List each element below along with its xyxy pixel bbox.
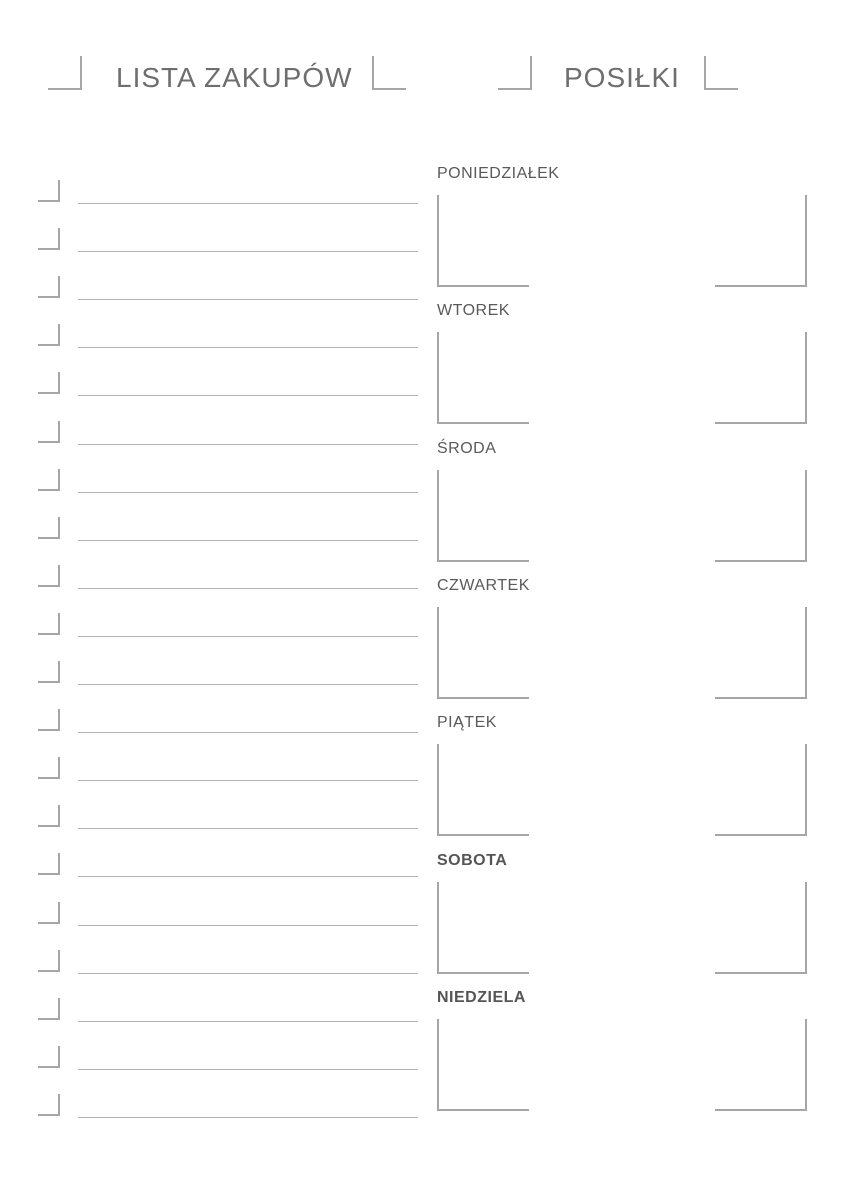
day-block (437, 440, 807, 570)
checkbox[interactable] (38, 324, 60, 346)
checkbox[interactable] (38, 228, 60, 250)
checkbox[interactable] (38, 180, 60, 202)
heading-bracket-right (372, 56, 406, 90)
checkbox[interactable] (38, 902, 60, 924)
meal-box-left-corner[interactable] (437, 1019, 529, 1111)
day-label: NIEDZIELA (437, 988, 526, 1006)
day-label: PONIEDZIAŁEK (437, 165, 560, 182)
day-block (437, 302, 807, 432)
meal-box-left-corner[interactable] (437, 195, 529, 287)
meal-box-left-corner[interactable] (437, 744, 529, 836)
write-line[interactable] (78, 828, 418, 829)
day-block (437, 714, 807, 844)
meals-title: POSIŁKI (564, 62, 680, 93)
write-line[interactable] (78, 684, 418, 685)
day-label: SOBOTA (437, 851, 508, 869)
shopping-list-row[interactable] (38, 517, 418, 541)
write-line[interactable] (78, 636, 418, 637)
write-line[interactable] (78, 444, 418, 445)
day-block (437, 165, 807, 295)
checkbox[interactable] (38, 1094, 60, 1116)
day-label: WTOREK (437, 302, 510, 320)
write-line[interactable] (78, 973, 418, 974)
checkbox[interactable] (38, 709, 60, 731)
meal-box-left-corner[interactable] (437, 332, 529, 424)
day-label: CZWARTEK (437, 576, 530, 594)
checkbox[interactable] (38, 950, 60, 972)
shopping-list-row[interactable] (38, 998, 418, 1022)
shopping-list-row[interactable] (38, 565, 418, 589)
write-line[interactable] (78, 1117, 418, 1118)
write-line[interactable] (78, 732, 418, 733)
meals-heading-bracket-right (704, 56, 738, 90)
shopping-list-row[interactable] (38, 324, 418, 348)
checkbox[interactable] (38, 1046, 60, 1068)
meal-box-right-corner[interactable] (715, 470, 807, 562)
checkbox[interactable] (38, 853, 60, 875)
checkbox[interactable] (38, 757, 60, 779)
shopping-list-row[interactable] (38, 421, 418, 445)
write-line[interactable] (78, 347, 418, 348)
checkbox[interactable] (38, 469, 60, 491)
meal-box-left-corner[interactable] (437, 470, 529, 562)
shopping-list-row[interactable] (38, 709, 418, 733)
checkbox[interactable] (38, 565, 60, 587)
meals-heading-bracket-left (498, 56, 532, 90)
day-label: PIĄTEK (437, 714, 497, 732)
heading-bracket-left (48, 56, 82, 90)
shopping-list-row[interactable] (38, 613, 418, 637)
shopping-list-row[interactable] (38, 1046, 418, 1070)
day-label: ŚRODA (437, 439, 497, 457)
write-line[interactable] (78, 251, 418, 252)
shopping-list-row[interactable] (38, 661, 418, 685)
shopping-list-row[interactable] (38, 1094, 418, 1118)
checkbox[interactable] (38, 421, 60, 443)
shopping-list-row[interactable] (38, 757, 418, 781)
write-line[interactable] (78, 1021, 418, 1022)
shopping-list-row[interactable] (38, 372, 418, 396)
shopping-list-row[interactable] (38, 853, 418, 877)
day-block (437, 577, 807, 707)
meal-box-right-corner[interactable] (715, 1019, 807, 1111)
day-block (437, 989, 807, 1119)
shopping-list-row[interactable] (38, 228, 418, 252)
write-line[interactable] (78, 780, 418, 781)
checkbox[interactable] (38, 805, 60, 827)
shopping-list-row[interactable] (38, 902, 418, 926)
write-line[interactable] (78, 588, 418, 589)
checkbox[interactable] (38, 998, 60, 1020)
meal-box-left-corner[interactable] (437, 882, 529, 974)
meal-box-left-corner[interactable] (437, 607, 529, 699)
shopping-list-row[interactable] (38, 276, 418, 300)
shopping-list-row[interactable] (38, 469, 418, 493)
meal-box-right-corner[interactable] (715, 195, 807, 287)
checkbox[interactable] (38, 372, 60, 394)
meal-box-right-corner[interactable] (715, 332, 807, 424)
write-line[interactable] (78, 203, 418, 204)
meal-box-right-corner[interactable] (715, 744, 807, 836)
meal-box-right-corner[interactable] (715, 882, 807, 974)
write-line[interactable] (78, 1069, 418, 1070)
write-line[interactable] (78, 299, 418, 300)
write-line[interactable] (78, 492, 418, 493)
shopping-list-title: LISTA ZAKUPÓW (116, 62, 353, 93)
shopping-list-row[interactable] (38, 805, 418, 829)
shopping-list-row[interactable] (38, 950, 418, 974)
checkbox[interactable] (38, 661, 60, 683)
checkbox[interactable] (38, 517, 60, 539)
write-line[interactable] (78, 540, 418, 541)
meal-box-right-corner[interactable] (715, 607, 807, 699)
write-line[interactable] (78, 395, 418, 396)
shopping-list-row[interactable] (38, 180, 418, 204)
write-line[interactable] (78, 876, 418, 877)
checkbox[interactable] (38, 276, 60, 298)
checkbox[interactable] (38, 613, 60, 635)
write-line[interactable] (78, 925, 418, 926)
day-block (437, 852, 807, 982)
